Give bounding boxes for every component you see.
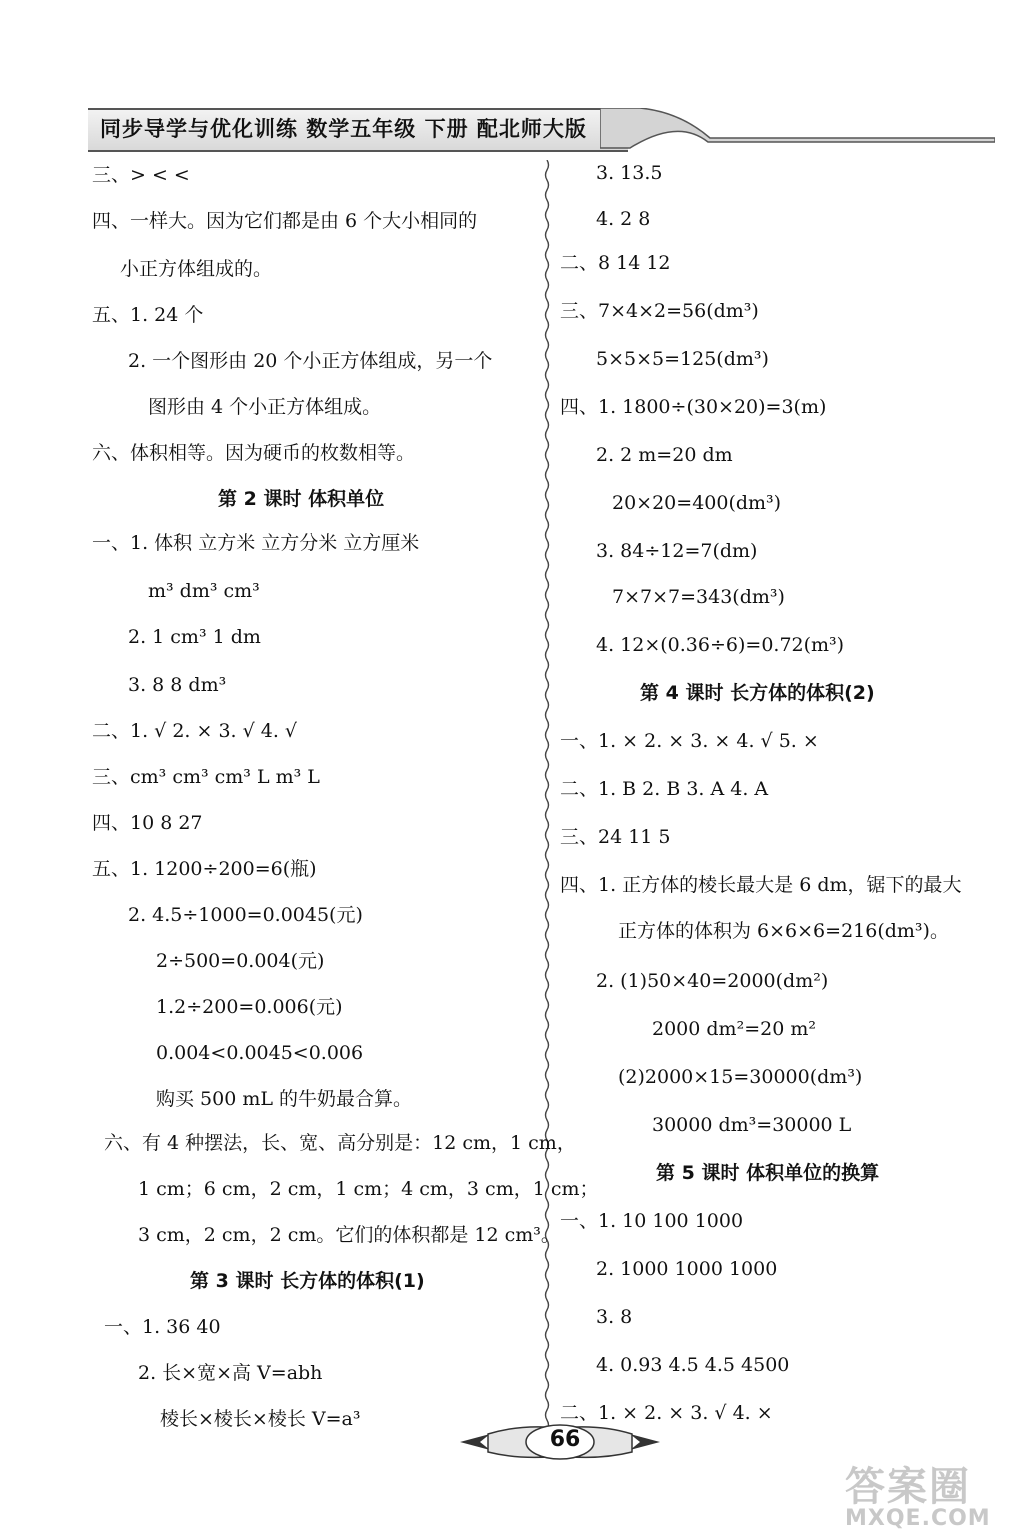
answer-line: 图形由 4 个小正方体组成。 [148, 396, 382, 418]
answer-line: 30000 dm³=30000 L [652, 1114, 852, 1136]
answer-line: 一、1. 10 100 1000 [560, 1210, 744, 1232]
answer-line: 四、一样大。因为它们都是由 6 个大小相同的 [92, 210, 478, 232]
answer-line: 3. 8 8 dm³ [128, 674, 227, 696]
answer-line: 4. 0.93 4.5 4.5 4500 [596, 1354, 790, 1376]
answer-line: 0.004<0.0045<0.006 [156, 1042, 364, 1064]
answer-line: 20×20=400(dm³) [612, 492, 782, 514]
answer-line: 2. 长×宽×高 V=abh [138, 1362, 323, 1384]
watermark-url: MXQE.COM [845, 1506, 991, 1531]
answer-line: 3. 13.5 [596, 162, 663, 184]
section-heading: 第 3 课时 长方体的体积(1) [190, 1270, 425, 1292]
answer-line: 二、1. B 2. B 3. A 4. A [560, 778, 769, 800]
answer-line: 2000 dm²=20 m² [652, 1018, 816, 1040]
answer-line: 3. 8 [596, 1306, 633, 1328]
answer-line: 三、24 11 5 [560, 826, 671, 848]
answer-line: 4. 12×(0.36÷6)=0.72(m³) [596, 634, 845, 656]
answer-line: 一、1. × 2. × 3. × 4. √ 5. × [560, 730, 819, 752]
answer-line: 六、有 4 种摆法，长、宽、高分别是：12 cm，1 cm， [104, 1132, 576, 1154]
watermark-logo-text: 答案圈 [845, 1464, 971, 1510]
section-heading: 第 2 课时 体积单位 [218, 488, 385, 510]
answer-line: 2÷500=0.004(元) [156, 950, 325, 972]
answer-line: 3 cm，2 cm，2 cm。它们的体积都是 12 cm³。 [138, 1224, 560, 1246]
answer-line: 三、> < < [92, 164, 190, 186]
answer-line: 五、1. 1200÷200=6(瓶) [92, 858, 317, 880]
answer-line: 四、1. 正方体的棱长最大是 6 dm，锯下的最大 [560, 874, 962, 896]
answer-line: 一、1. 体积 立方米 立方分米 立方厘米 [92, 532, 420, 554]
answer-line: 五、1. 24 个 [92, 304, 204, 326]
answer-line: 2. 2 m=20 dm [596, 444, 733, 466]
answer-line: 四、10 8 27 [92, 812, 203, 834]
answer-line: 二、1. √ 2. × 3. √ 4. √ [92, 720, 298, 742]
answer-line: 二、1. × 2. × 3. √ 4. × [560, 1402, 773, 1424]
answer-line: 一、1. 36 40 [104, 1316, 221, 1338]
answer-line: 2. 一个图形由 20 个小正方体组成，另一个 [128, 350, 493, 372]
section-heading: 第 5 课时 体积单位的换算 [656, 1162, 880, 1184]
answer-line: 7×7×7=343(dm³) [612, 586, 785, 608]
answer-line: 四、1. 1800÷(30×20)=3(m) [560, 396, 827, 418]
answer-line: 2. 4.5÷1000=0.0045(元) [128, 904, 363, 926]
page-number: 66 [549, 1427, 581, 1452]
answer-line: 3. 84÷12=7(dm) [596, 540, 758, 562]
answer-line: 1 cm；6 cm，2 cm，1 cm；4 cm，3 cm，1 cm； [138, 1178, 599, 1200]
section-heading: 第 4 课时 长方体的体积(2) [640, 682, 875, 704]
answer-line: (2)2000×15=30000(dm³) [618, 1066, 863, 1088]
header-title: 同步导学与优化训练 数学五年级 下册 配北师大版 [100, 117, 587, 141]
watermark-logo [845, 1455, 991, 1531]
answer-line: 2. (1)50×40=2000(dm²) [596, 970, 829, 992]
answer-line: m³ dm³ cm³ [148, 580, 260, 602]
answer-line: 二、8 14 12 [560, 252, 671, 274]
answer-line: 六、体积相等。因为硬币的枚数相等。 [92, 442, 416, 464]
answer-line: 5×5×5=125(dm³) [596, 348, 769, 370]
answer-line: 小正方体组成的。 [120, 258, 273, 280]
answer-line: 2. 1000 1000 1000 [596, 1258, 778, 1280]
answer-line: 棱长×棱长×棱长 V=a³ [160, 1408, 361, 1430]
answer-line: 1.2÷200=0.006(元) [156, 996, 343, 1018]
answer-line: 三、cm³ cm³ cm³ L m³ L [92, 766, 320, 788]
answer-line: 4. 2 8 [596, 208, 651, 230]
answer-line: 购买 500 mL 的牛奶最合算。 [156, 1088, 413, 1110]
answer-line: 2. 1 cm³ 1 dm [128, 626, 261, 648]
header-banner-tail [600, 108, 995, 152]
answer-line: 三、7×4×2=56(dm³) [560, 300, 759, 322]
answer-line: 正方体的体积为 6×6×6=216(dm³)。 [618, 920, 949, 942]
